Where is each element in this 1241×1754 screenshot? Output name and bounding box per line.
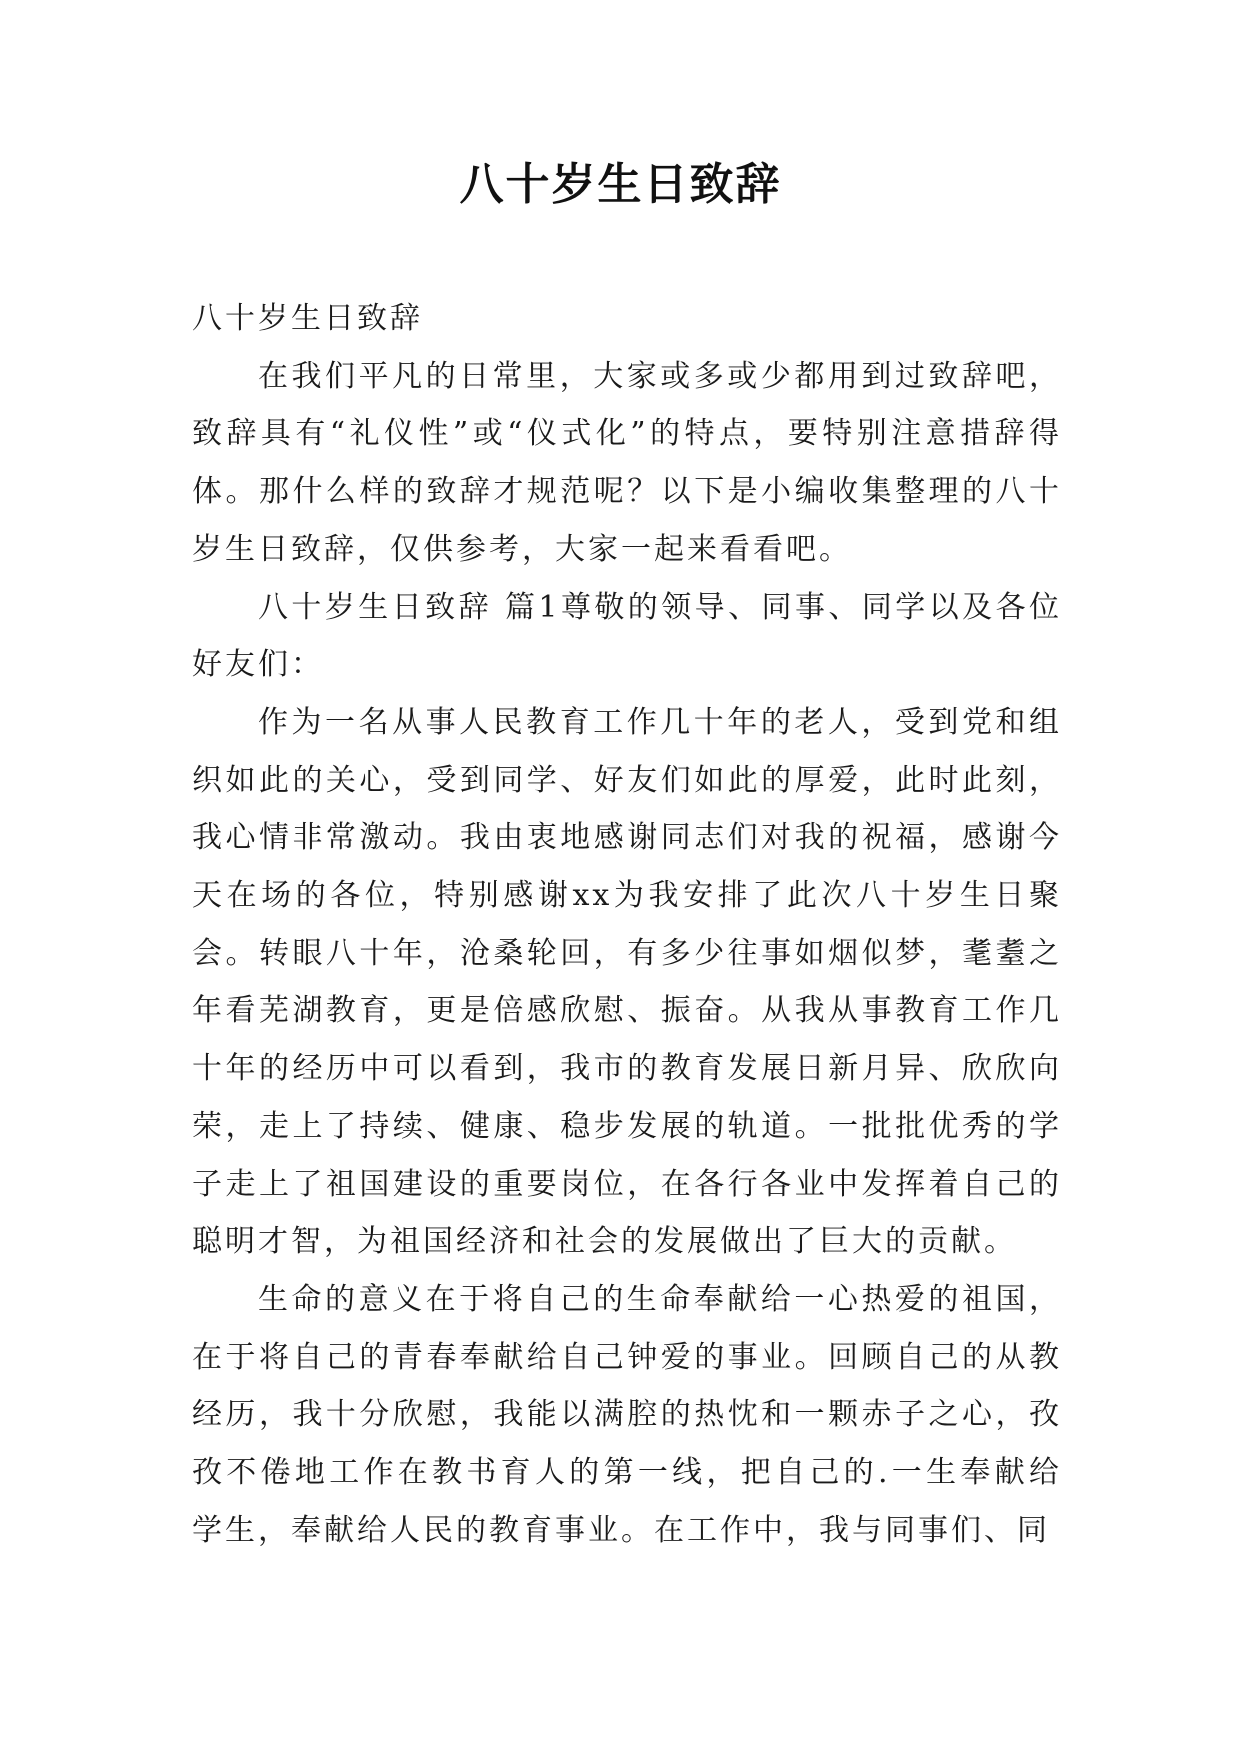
paragraph-subtitle: 八十岁生日致辞 [192, 301, 423, 336]
paragraph-intro: 在我们平凡的日常里，大家或多或少都用到过致辞吧，致辞具有“礼仪性”或“仪式化”的特点，要特别注意措辞得体。那什么样的致辞才规范呢？以下是小编收集整理的八十岁生日致辞，仅供参考，大家一起来看看吧。 [192, 358, 1062, 567]
paragraph-body-2: 生命的意义在于将自己的生命奉献给一心热爱的祖国，在于将自己的青春奉献给自己钟爱的事业。回顾自己的从教经历，我十分欣慰，我能以满腔的热忱和一颗赤子之心，孜孜不倦地工作在教书育人的第一线，把自己的.一生奉献给学生，奉献给人民的教育事业。在工作中，我与同事们、同 [192, 1281, 1062, 1548]
document-title: 八十岁生日致辞 [459, 159, 782, 210]
document-body [192, 290, 1062, 1559]
paragraph-body-1: 作为一名从事人民教育工作几十年的老人，受到党和组织如此的关心，受到同学、好友们如此的厚爱，此时此刻，我心情非常激动。我由衷地感谢同志们对我的祝福，感谢今天在场的各位，特别感谢xx为我安排了此次八十岁生日聚会。转眼八十年，沧桑轮回，有多少往事如烟似梦，耄耋之年看芜湖教育，更是倍感欣慰、振奋。从我从事教育工作几十年的经历中可以看到，我市的教育发展日新月异、欣欣向荣，走上了持续、健康、稳步发展的轨道。一批批优秀的学子走上了祖国建设的重要岗位，在各行各业中发挥着自己的聪明才智，为祖国经济和社会的发展做出了巨大的贡献。 [192, 704, 1062, 1260]
paragraph-greeting: 八十岁生日致辞 篇1尊敬的领导、同事、同学以及各位好友们： [192, 589, 1062, 683]
